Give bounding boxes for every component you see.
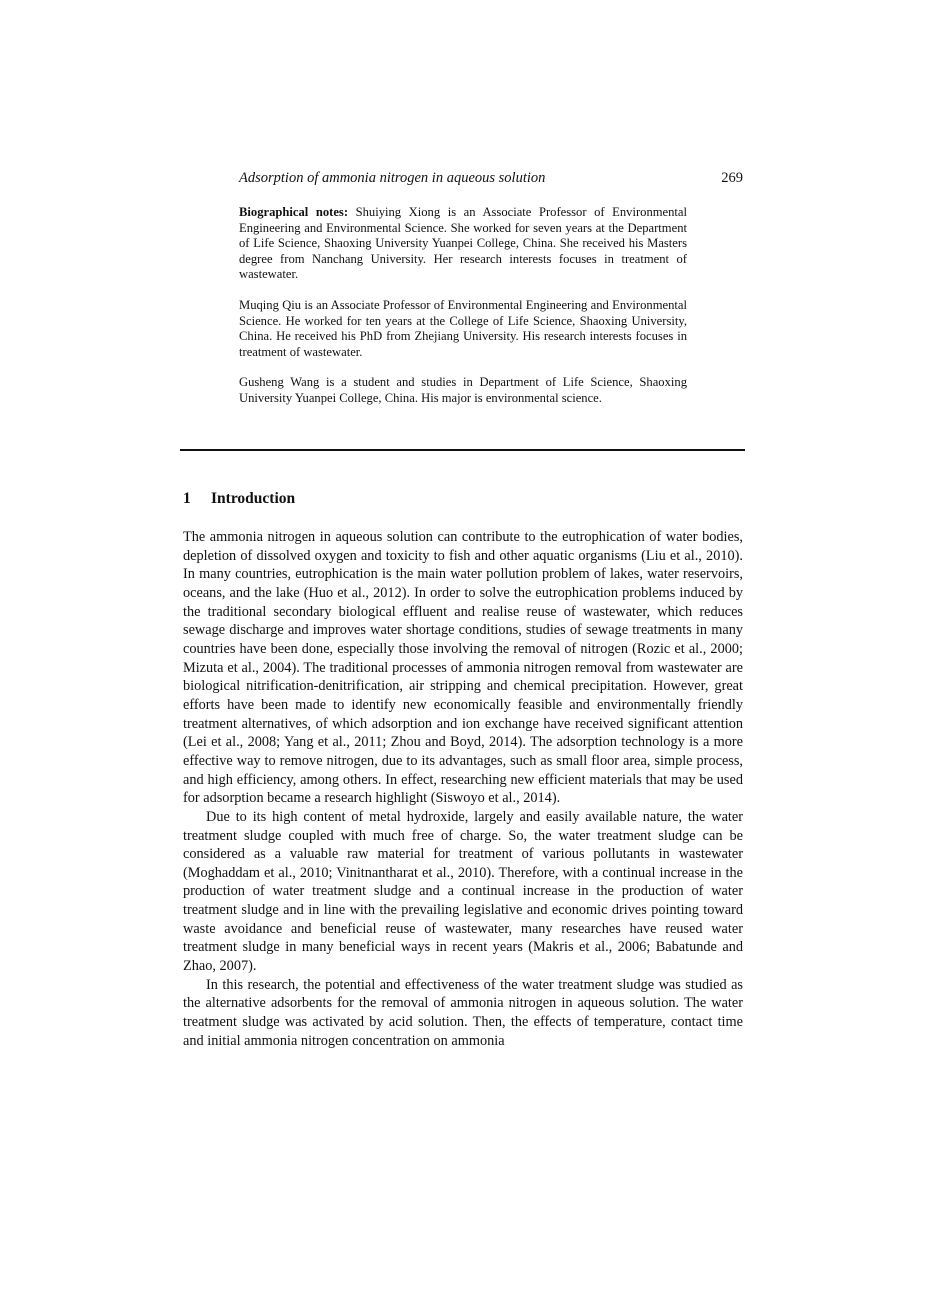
section-number: 1 — [183, 490, 191, 507]
bio-label: Biographical notes: — [239, 205, 349, 219]
bio-paragraph: Gusheng Wang is a student and studies in Department of Life Science, Shaoxing University Yuanpei College, China. His major is environmental science. — [239, 375, 687, 405]
body-paragraph: In this research, the potential and effectiveness of the water treatment sludge was studied as the alternative adsorbents for the removal of ammonia nitrogen in aqueous solution. The water treatment sludge was activated by acid solution. Then, the effects of temperature, contact time and initial ammonia nitrogen concentration on ammonia — [183, 976, 743, 1049]
body-paragraph: Due to its high content of metal hydroxide, largely and easily available nature, the water treatment sludge coupled with much free of charge. So, the water treatment sludge can be considered as a valuable raw material for treatment of various pollutants in wastewater (Moghaddam et al., 2010; Vinitnantharat et al., 2010). Therefore, with a continual increase in the production of water treatment sludge and a continual increase in the production of water treatment sludge and in line with the prevailing legislative and economic drives pointing toward waste avoidance and beneficial reuse of wastewater, many researches have reused water treatment sludge in many beneficial ways in recent years (Makris et al., 2006; Babatunde and Zhao, 2007). — [183, 808, 743, 975]
running-head-title: Adsorption of ammonia nitrogen in aqueous solution — [239, 170, 546, 186]
bio-paragraph — [239, 205, 687, 283]
bio-paragraph: Muqing Qiu is an Associate Professor of Environmental Engineering and Environmental Science. He worked for ten years at the College of Life Science, Shaoxing University, China. He received his PhD from Zhejiang University. His research interests focuses in treatment of wastewater. — [239, 297, 687, 359]
body-text — [183, 528, 743, 1050]
biographical-notes — [239, 205, 687, 422]
section-title: Introduction — [211, 490, 296, 507]
section-heading — [183, 489, 295, 509]
page-number: 269 — [721, 170, 743, 186]
section-divider — [180, 449, 745, 451]
running-head — [239, 168, 743, 188]
body-paragraph: The ammonia nitrogen in aqueous solution can contribute to the eutrophication of water bodies, depletion of dissolved oxygen and toxicity to fish and other aquatic organisms (Liu et al., 2010). In many countries, eutrophication is the main water pollution problem of lakes, water reservoirs, oceans, and the lake (Huo et al., 2012). In order to solve the eutrophication problems induced by the traditional secondary biological effluent and realise reuse of wastewater, which reduces sewage discharge and improves water shortage conditions, studies of sewage treatments in many countries have been done, especially those involving the removal of nitrogen (Rozic et al., 2000; Mizuta et al., 2004). The traditional processes of ammonia nitrogen removal from wastewater are biological nitrification-denitrification, air stripping and chemical precipitation. However, great efforts have been made to identify new economically feasible and environmentally friendly treatment alternatives, of which adsorption and ion exchange have received significant attention (Lei et al., 2008; Yang et al., 2011; Zhou and Boyd, 2014). The adsorption technology is a more effective way to remove nitrogen, due to its advantages, such as small floor area, simple process, and high efficiency, among others. In effect, researching new efficient materials that may be used for adsorption became a research highlight (Siswoyo et al., 2014). — [183, 529, 743, 807]
bio-text: Shuiying Xiong is an Associate Professor of Environmental Engineering and Environmental Science. She worked for seven years at the Department of Life Science, Shaoxing University Yuanpei College, China. She received his Masters degree from Nanchang University. Her research interests focuses in treatment of wastewater. — [239, 205, 688, 282]
